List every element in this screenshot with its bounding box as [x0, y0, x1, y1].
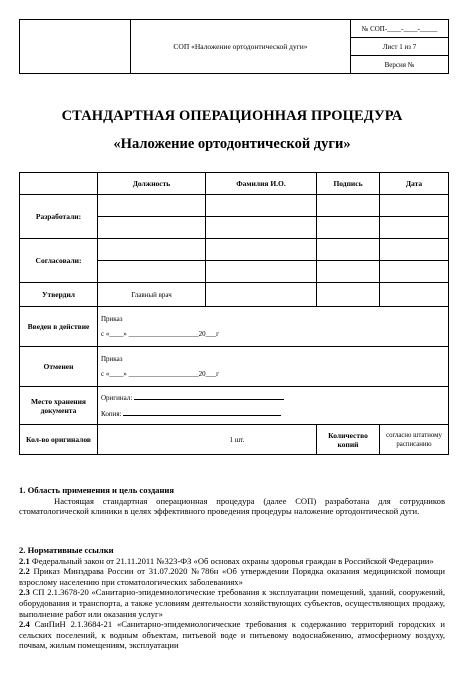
section-2-item: 2.2 Приказ Минздрава России от 31.07.2020 №786н «Об утверждении Порядка оказания медицинской помощи взрослому населению при стоматологических заболеваниях» [19, 566, 445, 587]
copies-value: согласно штатному расписанию [380, 425, 449, 455]
header-number: № СОП-____-____-_____ [351, 20, 449, 38]
header-sheet: Лист 1 из 7 [351, 38, 449, 56]
section-2-heading: 2. Нормативные ссылки [19, 545, 114, 555]
developed-signature[interactable] [317, 195, 380, 239]
row-storage-label: Место хранения документа [20, 387, 98, 425]
copy-field[interactable] [123, 408, 281, 416]
approved-name[interactable] [206, 283, 317, 307]
section-2 [19, 545, 445, 651]
header-version: Версия № [351, 56, 449, 74]
storage-cell [98, 387, 449, 425]
section-1-heading: 1. Область применения и цель создания [19, 485, 175, 495]
developed-date[interactable] [380, 195, 449, 239]
section-2-item: 2.1 Федеральный закон от 21.11.2011 №323-ФЗ «Об основах охраны здоровья граждан в Российской Федерации» [19, 555, 434, 566]
cancelled-order-line[interactable]: с «____» ____________________20___г [101, 370, 219, 378]
cancelled-cell [98, 347, 449, 387]
original-field[interactable] [134, 392, 284, 400]
row-approved-label: Утвердил [20, 283, 98, 307]
section-1-text: Настоящая стандартная операционная процедура (далее СОП) разработана для сотрудников стоматологической клиники в целях эффективного проведения процедуры наложение ортодонтической дуги. [19, 495, 445, 517]
agreed-name[interactable] [206, 239, 317, 283]
developed-position[interactable] [98, 195, 206, 239]
agreed-signature[interactable] [317, 239, 380, 283]
approval-table [19, 172, 449, 455]
approved-position: Главный врач [98, 283, 206, 307]
row-introduced-label: Введен в действие [20, 307, 98, 347]
logo-cell [20, 20, 131, 74]
row-agreed-label: Согласовали: [20, 239, 98, 283]
page-title: СТАНДАРТНАЯ ОПЕРАЦИОННАЯ ПРОЦЕДУРА [61, 108, 403, 124]
cancelled-order-label: Приказ [101, 355, 123, 363]
row-developed-label: Разработали: [20, 195, 98, 239]
header-box [19, 19, 449, 74]
section-2-item: 2.3 СП 2.1.3678-20 «Санитарно-эпидемиологические требования к эксплуатации помещений, зданий, сооружений, оборудования и транспорта, а также условиям деятельности хозяйствующих субъектов, осуществляющих продажу, выполнение работ или оказания услуг» [19, 587, 445, 619]
agreed-date[interactable] [380, 239, 449, 283]
col-date: Дата [380, 173, 449, 195]
developed-name[interactable] [206, 195, 317, 239]
introduced-order-label: Приказ [101, 315, 123, 323]
corner-cell [20, 173, 98, 195]
copy-label: Копия: [101, 409, 122, 418]
section-2-item: 2.4 СанПиН 2.1.3684-21 «Санитарно-эпидемиологические требования к содержанию территорий городских и сельских поселений, к водным объектам, питьевой воде и питьевому водоснабжению, атмосферному воздуху, почвам, жилым помещениям, эксплуатации [19, 619, 445, 651]
original-label: Оригинал: [101, 393, 133, 402]
section-1 [19, 485, 445, 517]
approved-signature[interactable] [317, 283, 380, 307]
col-position: Должность [98, 173, 206, 195]
row-originals-label: Кол-во оригиналов [20, 425, 98, 455]
copies-label: Количество копий [317, 425, 380, 455]
row-cancelled-label: Отменен [20, 347, 98, 387]
originals-count: 1 шт. [98, 425, 317, 455]
introduced-cell [98, 307, 449, 347]
introduced-order-line[interactable]: с «____» ____________________20___г [101, 330, 219, 338]
col-name: Фамилия И.О. [206, 173, 317, 195]
approved-date[interactable] [380, 283, 449, 307]
page-subtitle: «Наложение ортодонтической дуги» [113, 136, 351, 152]
col-signature: Подпись [317, 173, 380, 195]
header-doc-title: СОП «Наложение ортодонтической дуги» [131, 20, 351, 74]
agreed-position[interactable] [98, 239, 206, 283]
